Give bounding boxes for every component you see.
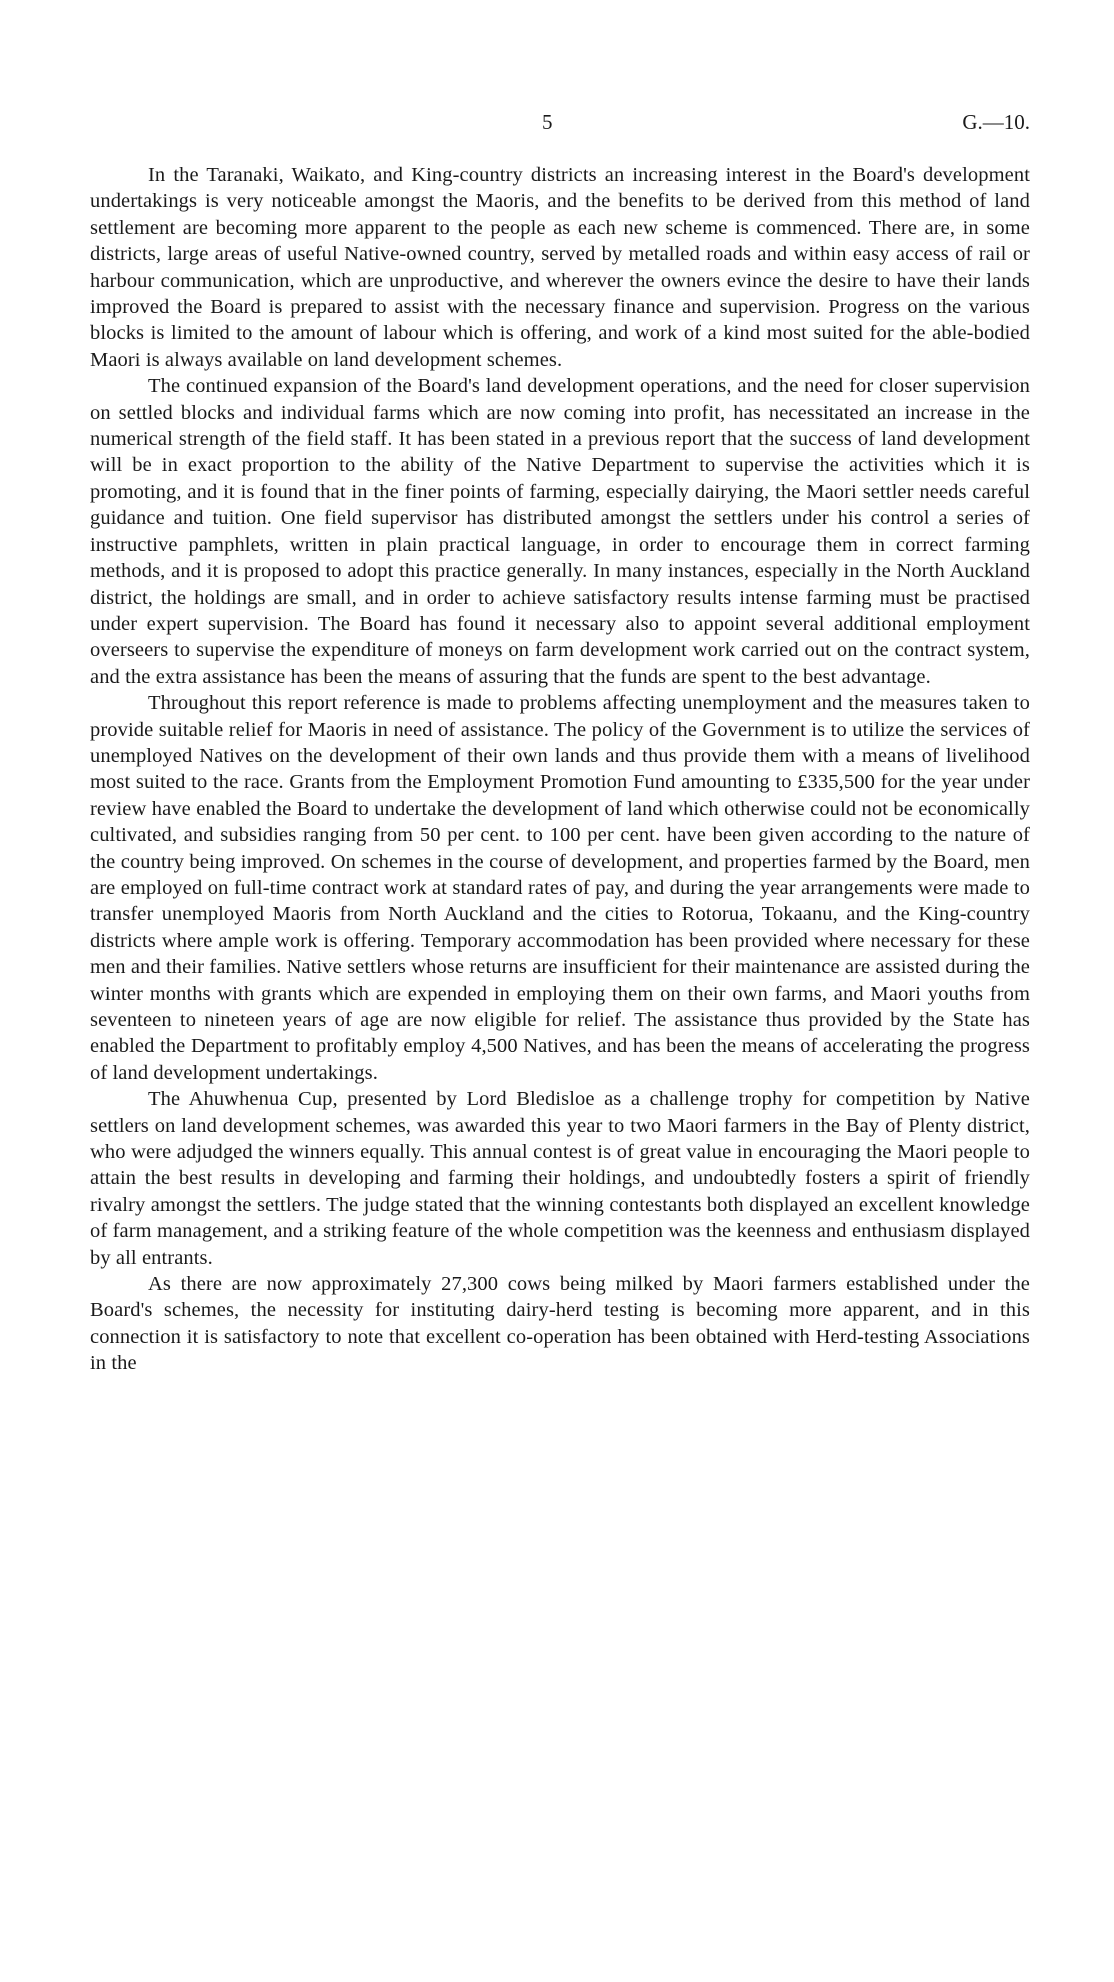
paragraph-taranaki-interest: In the Taranaki, Waikato, and King-country districts an increasing interest in the Board's development undertakings is very noticeable amongst the Maoris, and the benefits to be derived from this method of land settlement are becoming more apparent to the people as each new scheme is commenced. There are, in some districts, large areas of useful Native-owned country, served by metalled roads and within easy access of rail or harbour communication, which are unproductive, and wherever the owners evince the desire to have their lands improved the Board is prepared to assist with the necessary finance and supervision. Progress on the various blocks is limited to the amount of labour which is offering, and work of a kind most suited for the able-bodied Maori is always available on land development schemes.	[90, 164, 1030, 371]
body-text	[90, 162, 1030, 1377]
paragraph-unemployment-relief: Throughout this report reference is made to problems affecting unemployment and the measures taken to provide suitable relief for Maoris in need of assistance. The policy of the Government is to utilize the services of unemployed Natives on the development of their own lands and thus provide them with a means of livelihood most suited to the race. Grants from the Employment Promotion Fund amounting to £335,500 for the year under review have enabled the Board to undertake the development of land which otherwise could not be economically cultivated, and subsidies ranging from 50 per cent. to 100 per cent. have been given according to the nature of the country being improved. On schemes in the course of development, and properties farmed by the Board, men are employed on full-time contract work at standard rates of pay, and during the year arrangements were made to transfer unemployed Maoris from North Auckland and the cities to Rotorua, Tokaanu, and the King-country districts where ample work is offering. Temporary accommodation has been provided where necessary for these men and their families. Native settlers whose returns are insufficient for their maintenance are assisted during the winter months with grants which are expended in employing them on their own farms, and Maori youths from seventeen to nineteen years of age are now eligible for relief. The assistance thus provided by the State has enabled the Department to profitably employ 4,500 Natives, and has been the means of accelerating the progress of land development undertakings.	[90, 692, 1030, 1084]
page-number: 5	[542, 110, 553, 134]
paragraph-field-staff: The continued expansion of the Board's land development operations, and the need for closer supervision on settled blocks and individual farms which are now coming into profit, has necessitated an increase in the numerical strength of the field staff. It has been stated in a previous report that the success of land development will be in exact proportion to the ability of the Native Department to supervise the activities which it is promoting, and it is found that in the finer points of farming, especially dairying, the Maori settler needs careful guidance and tuition. One field supervisor has distributed amongst the settlers under his control a series of instructive pamphlets, written in plain practical language, in order to encourage them in correct farming methods, and it is proposed to adopt this practice generally. In many instances, especially in the North Auckland district, the holdings are small, and in order to achieve satisfactory results intense farming must be practised under expert supervision. The Board has found it necessary also to appoint several additional employment overseers to supervise the expenditure of moneys on farm development work carried out on the contract system, and the extra assistance has been the means of assuring that the funds are spent to the best advantage.	[90, 375, 1030, 688]
paragraph-herd-testing: As there are now approximately 27,300 cows being milked by Maori farmers established under the Board's schemes, the necessity for instituting dairy-herd testing is becoming more apparent, and in this connection it is satisfactory to note that excellent co-operation has been obtained with Herd-testing Associations in the	[90, 1273, 1030, 1375]
page-header	[90, 110, 1030, 140]
paragraph-ahuwhenua-cup: The Ahuwhenua Cup, presented by Lord Bledisloe as a challenge trophy for competition by Native settlers on land development schemes, was awarded this year to two Maori farmers in the Bay of Plenty district, who were adjudged the winners equally. This annual contest is of great value in encouraging the Maori people to attain the best results in developing and farming their holdings, and undoubtedly fosters a spirit of friendly rivalry amongst the settlers. The judge stated that the winning contestants both displayed an excellent knowledge of farm management, and a striking feature of the whole competition was the keenness and enthusiasm displayed by all entrants.	[90, 1088, 1030, 1269]
document-reference: G.—10.	[962, 110, 1030, 134]
